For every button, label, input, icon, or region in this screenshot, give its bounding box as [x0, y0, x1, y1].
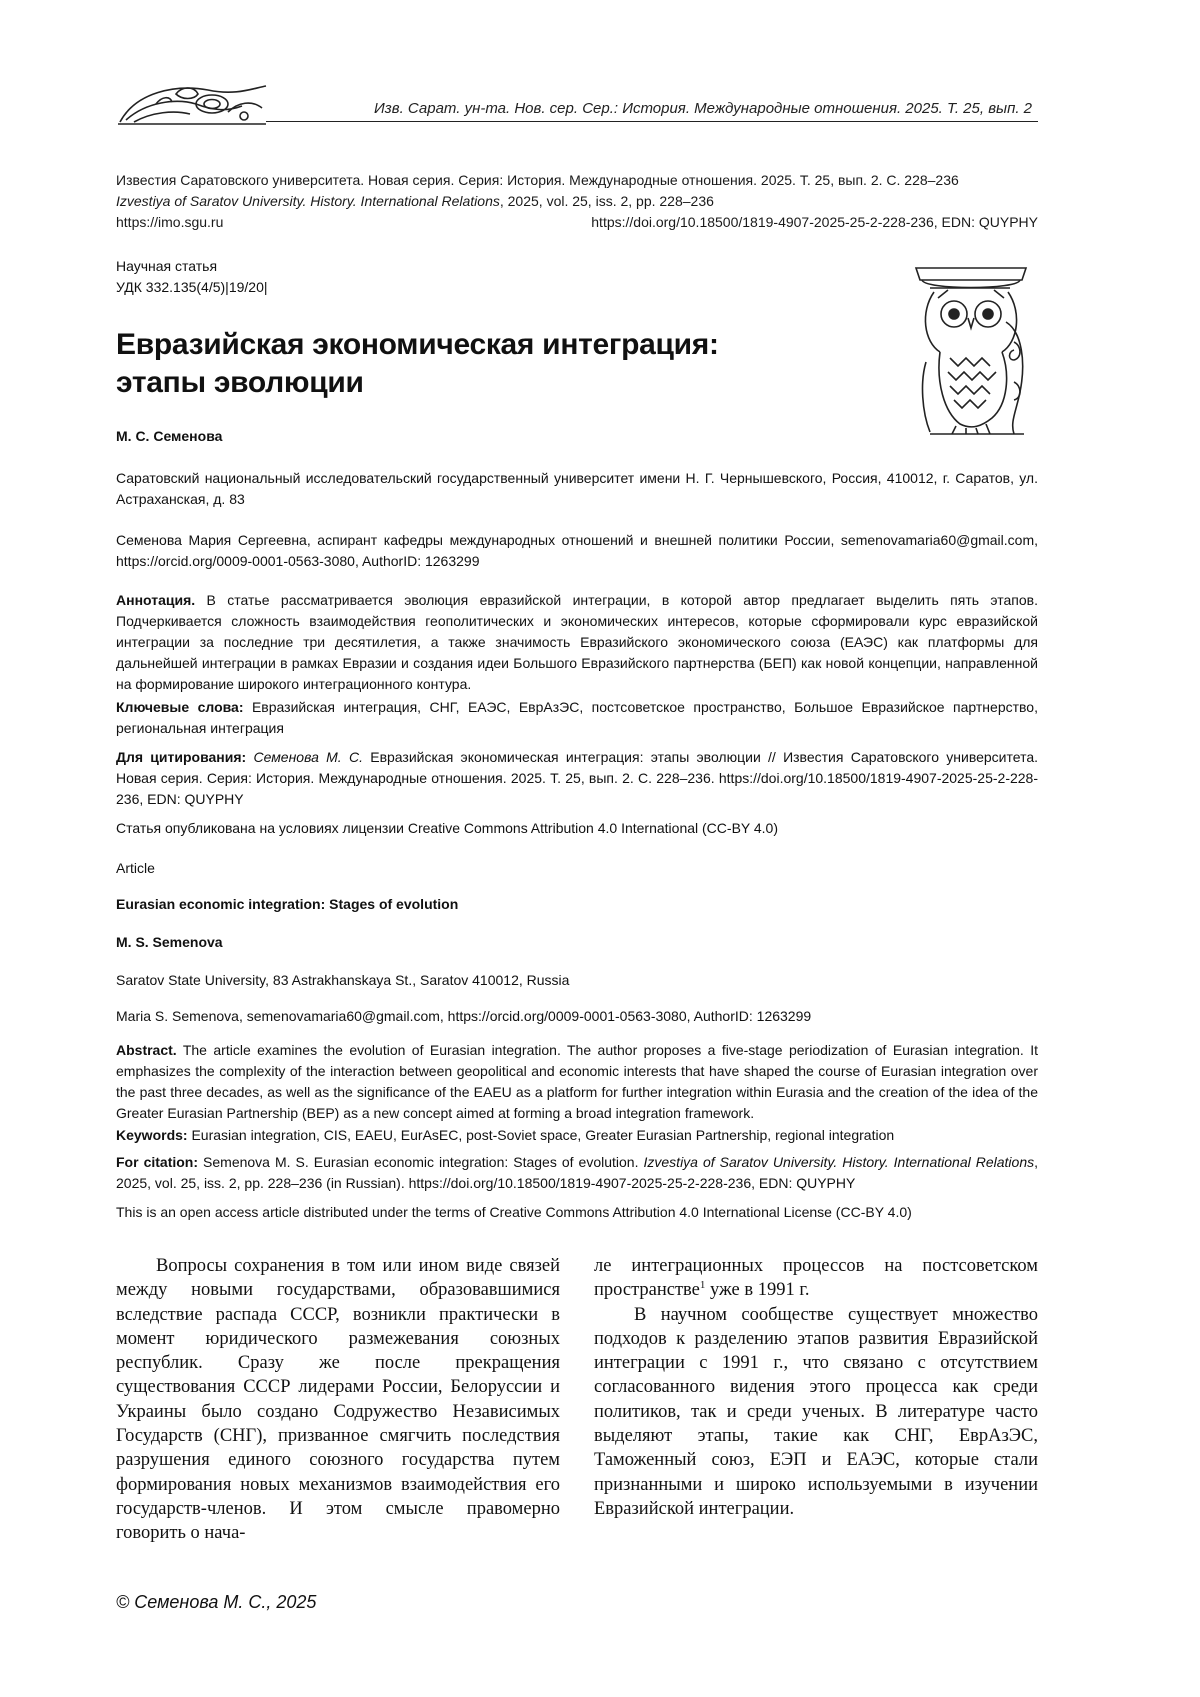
journal-line-en: Izvestiya of Saratov University. History. International Relations, 2025, vol. 25, iss. 2, pp. 228–236	[116, 191, 1038, 212]
page	[0, 0, 1200, 1697]
author-info-ru: Семенова Мария Сергеевна, аспирант кафедры международных отношений и внешней политики России, semenovamaria60@gmail.com, https://orcid.org/0009-0001-0563-3080, AuthorID: 1263299	[116, 530, 1038, 572]
body-column-right	[594, 1254, 1038, 1521]
title-line-2: этапы эволюции	[116, 364, 756, 402]
body-paragraph: В научном сообществе существует множество подходов к разделению этапов развития Евразийской интеграции с 1991 г., что связано с отсутствием согласованного видения этого процесса как среди политиков, так и среди ученых. В литературе часто выделяют этапы, такие как СНГ, ЕврАзЭС, Таможенный союз, ЕЭП и ЕАЭС, которые стали признанными и широко используемыми в изучении Евразийской интеграции.	[594, 1303, 1038, 1522]
body-paragraph: ле интеграционных процессов на постсоветском пространстве1 уже в 1991 г.	[594, 1254, 1038, 1303]
owl-emblem-icon	[910, 262, 1032, 442]
udk: УДК 332.135(4/5)|19/20|	[116, 277, 268, 297]
license-en: This is an open access article distributed under the terms of Creative Commons Attribution 4.0 International License (CC-BY 4.0)	[116, 1202, 1038, 1223]
running-title: Изв. Сарат. ун-та. Нов. сер. Сер.: История. Международные отношения. 2025. Т. 25, вып. 2	[374, 100, 1032, 117]
bibliographic-meta	[116, 170, 1038, 233]
citation-ru: Для цитирования: Семенова М. С. Евразийская экономическая интеграция: этапы эволюции // Известия Саратовского университета. Новая серия. Серия: История. Международные отношения. 2025. Т. 25, вып. 2. С. 228–236. https://doi.org/10.18500/1819-4907-2025-25-2-228-236, EDN: QUYPHY	[116, 747, 1038, 810]
article-type: Научная статья	[116, 256, 217, 276]
author-en: M. S. Semenova	[116, 932, 223, 952]
site-link[interactable]: https://imo.sgu.ru	[116, 212, 223, 233]
article-type-en: Article	[116, 858, 155, 878]
article-title	[116, 326, 756, 402]
keywords-en: Keywords: Eurasian integration, CIS, EAEU, EurAsEC, post-Soviet space, Greater Eurasian Partnership, regional integration	[116, 1125, 1038, 1146]
links-row	[116, 212, 1038, 233]
header-rule	[266, 121, 1038, 123]
doi-link[interactable]: https://doi.org/10.18500/1819-4907-2025-25-2-228-236, EDN: QUYPHY	[591, 212, 1038, 233]
affiliation-ru: Саратовский национальный исследовательский государственный университет имени Н. Г. Чернышевского, Россия, 410012, г. Саратов, ул. Астраханская, д. 83	[116, 468, 1038, 510]
citation-en: For citation: Semenova M. S. Eurasian economic integration: Stages of evolution. Izvestiya of Saratov University. History. International Relations, 2025, vol. 25, iss. 2, pp. 228–236 (in Russian). https://doi.org/10.18500/1819-4907-2025-25-2-228-236, EDN: QUYPHY	[116, 1152, 1038, 1194]
footnote-ref[interactable]: 1	[700, 1279, 706, 1291]
abstract-en: Abstract. The article examines the evolution of Eurasian integration. The author proposes a five-stage periodization of Eurasian integration. It emphasizes the complexity of the interaction between geopolitical and economic interests that have shaped the course of Eurasian integration over the past three decades, as well as the significance of the EAEU as a platform for further integration within Eurasia and the creation of the idea of the Greater Eurasian Partnership (BEP) as a new concept aimed at forming a broad integration framework.	[116, 1040, 1038, 1124]
running-header	[116, 82, 1038, 128]
body-paragraph: Вопросы сохранения в том или ином виде связей между новыми государствами, образовавшимися вследствие распада СССР, возникли практически в момент юридического размежевания союзных республик. Сразу же после прекращения существования СССР лидерами России, Белоруссии и Украины было создано Содружество Независимых Государств (СНГ), призванное смягчить последствия разрушения единого союзного государства путем формирования новых механизмов взаимодействия его государств-членов. И этом смысле правомерно говорить о нача-	[116, 1254, 560, 1546]
title-line-1: Евразийская экономическая интеграция:	[116, 326, 756, 364]
author-ru: М. С. Семенова	[116, 426, 222, 446]
title-en: Eurasian economic integration: Stages of evolution	[116, 894, 458, 914]
copyright: © Семенова М. С., 2025	[116, 1592, 316, 1613]
affiliation-en: Saratov State University, 83 Astrakhanskaya St., Saratov 410012, Russia	[116, 970, 569, 990]
license-ru: Статья опубликована на условиях лицензии Creative Commons Attribution 4.0 International (CC-BY 4.0)	[116, 818, 1038, 839]
abstract-ru: Аннотация. В статье рассматривается эволюция евразийской интеграции, в которой автор предлагает выделить пять этапов. Подчеркивается сложность взаимодействия геополитических и экономических интересов, которые сформировали курс евразийской интеграции за последние три десятилетия, а также значимость Евразийского экономического союза (ЕАЭС) как платформы для дальнейшей интеграции в рамках Евразии и создания идеи Большого Евразийского партнерства (БЕП) как новой концепции, направленной на формирование широкого интеграционного контура.	[116, 590, 1038, 695]
journal-line-ru: Известия Саратовского университета. Новая серия. Серия: История. Международные отношения. 2025. Т. 25, вып. 2. С. 228–236	[116, 170, 1038, 191]
body-column-left	[116, 1254, 560, 1546]
author-info-en: Maria S. Semenova, semenovamaria60@gmail.com, https://orcid.org/0009-0001-0563-3080, AuthorID: 1263299	[116, 1006, 811, 1026]
keywords-ru: Ключевые слова: Евразийская интеграция, СНГ, ЕАЭС, ЕврАзЭС, постсоветское пространство, Большое Евразийское партнерство, региональная интеграция	[116, 697, 1038, 739]
